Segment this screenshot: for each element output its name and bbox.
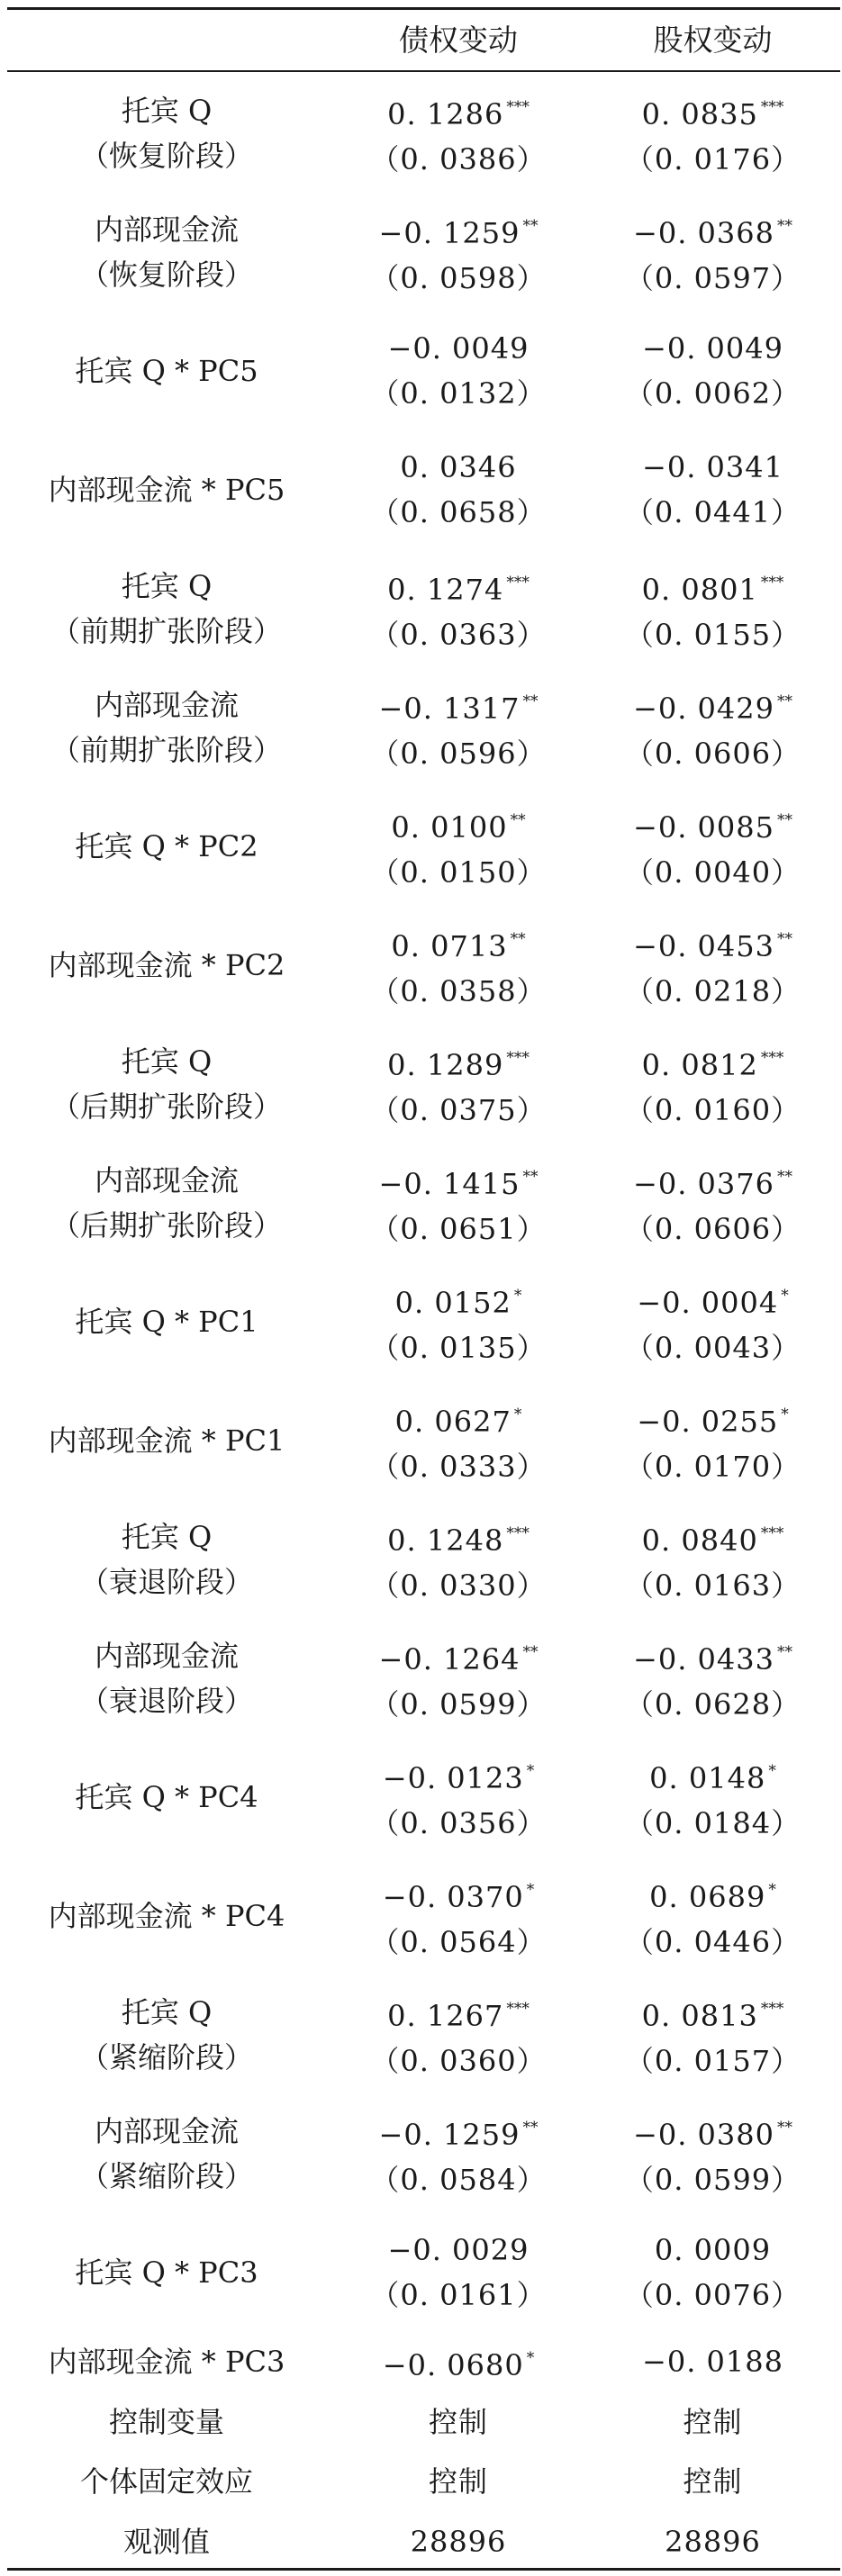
coefficient-value: 控制	[683, 2464, 743, 2499]
table-row	[0, 74, 842, 193]
equity-change-coefficient	[642, 326, 783, 371]
significance-stars: ***	[506, 574, 530, 592]
row-label	[0, 1262, 333, 1381]
row-label	[0, 668, 333, 787]
equity-change-cell	[584, 1143, 842, 1262]
table-row	[0, 2213, 842, 2332]
debt-change-cell	[333, 2392, 584, 2453]
row-label-line: 内部现金流	[94, 212, 239, 247]
coefficient-value: −0. 0341	[642, 450, 783, 484]
table-row	[0, 2392, 842, 2453]
equity-change-standard-error: （0. 0040）	[624, 855, 801, 890]
coefficient-value: 0. 0148	[649, 1761, 766, 1795]
row-label-line: 托宾 Q * PC4	[75, 1780, 258, 1814]
debt-change-standard-error: （0. 0356）	[370, 1806, 547, 1840]
row-label	[0, 1381, 333, 1500]
table-row	[0, 1975, 842, 2094]
debt-change-coefficient	[379, 203, 539, 256]
debt-change-standard-error: （0. 0564）	[370, 1925, 547, 1959]
debt-change-coefficient	[411, 2519, 507, 2564]
debt-change-coefficient	[387, 560, 530, 612]
debt-change-cell	[333, 2452, 584, 2512]
row-label	[0, 549, 333, 668]
significance-stars: ***	[760, 98, 784, 116]
row-label-line: 内部现金流	[94, 2114, 239, 2148]
debt-change-cell	[333, 787, 584, 906]
significance-stars: **	[776, 217, 792, 235]
debt-change-cell	[333, 1975, 584, 2094]
row-label-line: 内部现金流 * PC2	[48, 948, 285, 982]
row-label	[0, 1143, 333, 1262]
coefficient-value: 控制	[428, 2404, 488, 2439]
coefficient-value: −0. 0123	[382, 1761, 524, 1795]
debt-change-standard-error: （0. 0599）	[370, 1687, 547, 1722]
row-label-line: （后期扩张阶段）	[50, 1208, 282, 1243]
debt-change-cell	[333, 2213, 584, 2332]
debt-change-coefficient	[379, 679, 539, 731]
row-label-line: 内部现金流	[94, 688, 239, 722]
row-label-line: 托宾 Q * PC5	[75, 354, 258, 388]
row-label	[0, 2452, 333, 2512]
significance-stars: ***	[506, 98, 530, 116]
coefficient-value: 控制	[428, 2464, 488, 2499]
debt-change-cell	[333, 74, 584, 193]
debt-change-standard-error: （0. 0150）	[370, 855, 547, 890]
significance-stars: *	[513, 1406, 522, 1424]
row-label-line: （紧缩阶段）	[79, 2040, 253, 2074]
debt-change-cell	[333, 1857, 584, 1975]
row-label-line: 托宾 Q	[121, 569, 213, 603]
debt-change-coefficient	[429, 2400, 488, 2445]
significance-stars: **	[776, 930, 792, 948]
coefficient-value: −0. 1264	[378, 1642, 521, 1677]
row-label-line: 内部现金流 * PC5	[48, 473, 285, 507]
coefficient-value: 0. 0100	[391, 810, 508, 845]
coefficient-value: 0. 0840	[641, 1523, 758, 1558]
debt-change-coefficient	[387, 1986, 530, 2038]
debt-change-standard-error: （0. 0386）	[370, 142, 547, 176]
significance-stars: ***	[760, 2000, 784, 2018]
significance-stars: *	[781, 1406, 789, 1424]
coefficient-value: −0. 0380	[633, 2118, 774, 2152]
equity-change-standard-error: （0. 0441）	[624, 495, 801, 529]
equity-change-coefficient	[642, 1035, 784, 1088]
table-row	[0, 2452, 842, 2512]
equity-change-coefficient	[642, 560, 784, 612]
debt-change-standard-error: （0. 0651）	[370, 1212, 547, 1246]
coefficient-value: −0. 0049	[642, 331, 783, 366]
equity-change-coefficient	[633, 1630, 792, 1682]
equity-change-standard-error: （0. 0184）	[624, 1806, 801, 1840]
equity-change-standard-error: （0. 0062）	[624, 376, 801, 411]
debt-change-cell	[333, 2512, 584, 2572]
equity-change-standard-error: （0. 0157）	[624, 2044, 801, 2078]
table-row	[0, 668, 842, 787]
equity-change-coefficient	[642, 1511, 784, 1563]
significance-stars: **	[776, 692, 792, 710]
equity-change-standard-error: （0. 0170）	[624, 1450, 801, 1484]
coefficient-value: 0. 1267	[387, 1999, 504, 2033]
coefficient-value: −0. 0453	[633, 929, 774, 963]
equity-change-standard-error: （0. 0176）	[624, 142, 801, 176]
debt-change-coefficient	[379, 1630, 539, 1682]
significance-stars: *	[768, 1881, 776, 1899]
table-bottom-rule	[7, 2568, 840, 2571]
debt-change-standard-error: （0. 0596）	[370, 737, 547, 771]
debt-change-cell	[333, 430, 584, 549]
significance-stars: **	[522, 217, 539, 235]
debt-change-coefficient	[383, 1749, 534, 1801]
row-label-line: （后期扩张阶段）	[50, 1089, 282, 1124]
equity-change-standard-error: （0. 0606）	[624, 737, 801, 771]
row-label-line: 托宾 Q	[121, 1520, 213, 1554]
significance-stars: *	[513, 1287, 522, 1305]
debt-change-coefficient	[400, 445, 516, 490]
significance-stars: **	[776, 811, 792, 829]
table-row	[0, 2094, 842, 2213]
significance-stars: **	[510, 930, 526, 948]
debt-change-standard-error: （0. 0584）	[370, 2163, 547, 2197]
row-label	[0, 1975, 333, 2094]
debt-change-cell	[333, 1262, 584, 1381]
coefficient-value: −0. 0049	[387, 331, 530, 366]
debt-change-coefficient	[379, 1154, 539, 1207]
coefficient-value: −0. 0085	[633, 810, 774, 845]
debt-change-cell	[333, 1381, 584, 1500]
debt-change-cell	[333, 906, 584, 1025]
debt-change-cell	[333, 549, 584, 668]
debt-change-coefficient	[429, 2459, 488, 2504]
equity-change-coefficient	[633, 679, 792, 731]
row-label	[0, 2094, 333, 2213]
row-label	[0, 312, 333, 430]
equity-change-coefficient	[633, 2105, 792, 2157]
debt-change-cell	[333, 2332, 584, 2392]
row-label-line: （前期扩张阶段）	[50, 733, 282, 767]
equity-change-cell	[584, 1381, 842, 1500]
equity-change-cell	[584, 2094, 842, 2213]
significance-stars: *	[781, 1287, 789, 1305]
equity-change-coefficient	[655, 2228, 771, 2273]
coefficient-value: 0. 0346	[400, 450, 517, 484]
equity-change-cell	[584, 1500, 842, 1619]
row-label-line: 托宾 Q	[121, 1044, 213, 1079]
row-label	[0, 74, 333, 193]
row-label-line: （衰退阶段）	[79, 1565, 253, 1599]
table-row	[0, 2332, 842, 2392]
equity-change-cell	[584, 74, 842, 193]
row-label-line: 托宾 Q * PC2	[75, 829, 258, 863]
significance-stars: *	[526, 2349, 535, 2368]
table-row	[0, 1381, 842, 1500]
coefficient-value: 0. 0689	[649, 1880, 766, 1914]
equity-change-coefficient	[637, 1392, 788, 1444]
equity-change-cell	[584, 2392, 842, 2453]
row-label-line: （前期扩张阶段）	[50, 614, 282, 648]
coefficient-value: 28896	[410, 2524, 507, 2559]
equity-change-coefficient	[642, 2339, 783, 2384]
coefficient-value: −0. 1259	[378, 2118, 521, 2152]
row-label	[0, 787, 333, 906]
debt-change-cell	[333, 1619, 584, 1738]
coefficient-value: 28896	[665, 2524, 761, 2559]
equity-change-cell	[584, 906, 842, 1025]
debt-change-cell	[333, 2094, 584, 2213]
coefficient-value: −0. 0376	[633, 1167, 774, 1201]
row-label-line: （紧缩阶段）	[79, 2159, 253, 2193]
significance-stars: *	[768, 1762, 776, 1780]
equity-change-cell	[584, 1262, 842, 1381]
row-label	[0, 193, 333, 312]
debt-change-coefficient	[387, 1511, 530, 1563]
coefficient-value: −0. 1317	[378, 691, 521, 726]
equity-change-coefficient	[633, 1154, 792, 1207]
coefficient-value: −0. 1415	[378, 1167, 521, 1201]
significance-stars: ***	[506, 1524, 530, 1542]
coefficient-value: −0. 0004	[637, 1286, 779, 1320]
coefficient-value: 0. 1289	[387, 1048, 504, 1082]
debt-change-coefficient	[395, 1392, 522, 1444]
significance-stars: ***	[506, 2000, 530, 2018]
coefficient-value: 0. 1274	[387, 573, 504, 607]
coefficient-value: −0. 0188	[642, 2345, 783, 2380]
table-row	[0, 1262, 842, 1381]
row-label-line: 内部现金流 * PC1	[48, 1424, 285, 1458]
equity-change-coefficient	[642, 1986, 784, 2038]
debt-change-standard-error: （0. 0375）	[370, 1093, 547, 1127]
coefficient-value: 0. 0627	[394, 1405, 512, 1439]
row-label-line: 托宾 Q	[121, 1995, 213, 2029]
table-row	[0, 787, 842, 906]
equity-change-standard-error: （0. 0163）	[624, 1568, 801, 1603]
equity-change-standard-error: （0. 0155）	[624, 618, 801, 652]
table-row	[0, 1025, 842, 1143]
equity-change-coefficient	[633, 917, 792, 969]
equity-change-coefficient	[633, 203, 792, 256]
row-label	[0, 1025, 333, 1143]
equity-change-cell	[584, 2512, 842, 2572]
coefficient-value: 0. 0009	[654, 2233, 772, 2267]
row-label	[0, 1619, 333, 1738]
equity-change-standard-error: （0. 0597）	[624, 261, 801, 295]
table-row	[0, 1500, 842, 1619]
equity-change-cell	[584, 2213, 842, 2332]
equity-change-coefficient	[683, 2459, 742, 2504]
debt-change-coefficient	[387, 1035, 530, 1088]
table-row	[0, 1857, 842, 1975]
row-label	[0, 1738, 333, 1857]
coefficient-value: 0. 0801	[641, 573, 758, 607]
coefficient-value: −0. 0680	[382, 2348, 524, 2383]
equity-change-cell	[584, 1738, 842, 1857]
table-header-rule	[7, 70, 840, 72]
equity-change-cell	[584, 1857, 842, 1975]
coefficient-value: 0. 1248	[387, 1523, 504, 1558]
table-row	[0, 549, 842, 668]
significance-stars: ***	[760, 1049, 784, 1067]
coefficient-value: 控制	[683, 2404, 743, 2439]
debt-change-cell	[333, 193, 584, 312]
coefficient-value: −0. 0370	[382, 1880, 524, 1914]
row-label	[0, 2332, 333, 2392]
table-row	[0, 906, 842, 1025]
table-row	[0, 312, 842, 430]
debt-change-cell	[333, 312, 584, 430]
row-label-line: 控制变量	[108, 2404, 224, 2439]
significance-stars: **	[510, 811, 526, 829]
debt-change-standard-error: （0. 0161）	[370, 2278, 547, 2312]
significance-stars: **	[776, 2119, 792, 2137]
equity-change-coefficient	[633, 798, 792, 850]
row-label	[0, 430, 333, 549]
equity-change-cell	[584, 2452, 842, 2512]
debt-change-coefficient	[395, 1273, 522, 1325]
equity-change-cell	[584, 787, 842, 906]
debt-change-standard-error: （0. 0330）	[370, 1568, 547, 1603]
table-row	[0, 1143, 842, 1262]
header-debt-change: 债权变动	[399, 23, 518, 58]
equity-change-cell	[584, 193, 842, 312]
table-top-rule	[7, 7, 840, 10]
debt-change-coefficient	[391, 917, 525, 969]
row-label	[0, 1500, 333, 1619]
equity-change-cell	[584, 430, 842, 549]
debt-change-standard-error: （0. 0135）	[370, 1331, 547, 1365]
row-label-line: 个体固定效应	[79, 2464, 253, 2499]
table-row	[0, 2512, 842, 2572]
equity-change-standard-error: （0. 0628）	[624, 1687, 801, 1722]
table-row	[0, 1738, 842, 1857]
equity-change-standard-error: （0. 0218）	[624, 974, 801, 1008]
significance-stars: **	[522, 2119, 539, 2137]
row-label-line: 托宾 Q	[121, 94, 213, 128]
coefficient-value: −0. 0029	[387, 2233, 530, 2267]
equity-change-cell	[584, 549, 842, 668]
debt-change-cell	[333, 668, 584, 787]
table-row	[0, 1619, 842, 1738]
coefficient-value: 0. 0713	[391, 929, 508, 963]
significance-stars: *	[526, 1762, 535, 1780]
debt-change-cell	[333, 1738, 584, 1857]
coefficient-value: −0. 0433	[633, 1642, 774, 1677]
coefficient-value: −0. 1259	[378, 216, 521, 250]
debt-change-coefficient	[383, 1867, 534, 1920]
equity-change-standard-error: （0. 0606）	[624, 1212, 801, 1246]
equity-change-cell	[584, 312, 842, 430]
debt-change-cell	[333, 1143, 584, 1262]
row-label-line: （恢复阶段）	[79, 258, 253, 292]
table-row	[0, 430, 842, 549]
debt-change-cell	[333, 1025, 584, 1143]
row-label-line: 观测值	[122, 2524, 210, 2559]
equity-change-coefficient	[642, 85, 784, 137]
row-label-line: 托宾 Q * PC3	[75, 2255, 258, 2290]
equity-change-standard-error: （0. 0599）	[624, 2163, 801, 2197]
coefficient-value: −0. 0368	[633, 216, 774, 250]
coefficient-value: 0. 1286	[387, 97, 504, 131]
coefficient-value: 0. 0835	[641, 97, 758, 131]
equity-change-coefficient	[649, 1749, 776, 1801]
equity-change-standard-error: （0. 0076）	[624, 2278, 801, 2312]
row-label	[0, 906, 333, 1025]
row-label-line: 内部现金流 * PC4	[48, 1899, 285, 1933]
debt-change-coefficient	[387, 85, 530, 137]
debt-change-standard-error: （0. 0658）	[370, 495, 547, 529]
equity-change-coefficient	[637, 1273, 788, 1325]
significance-stars: **	[522, 1168, 539, 1186]
equity-change-cell	[584, 2332, 842, 2392]
header-variable-column	[0, 11, 333, 70]
table-row	[0, 193, 842, 312]
significance-stars: **	[776, 1643, 792, 1661]
row-label-line: 托宾 Q * PC1	[75, 1305, 258, 1339]
equity-change-standard-error: （0. 0446）	[624, 1925, 801, 1959]
equity-change-cell	[584, 668, 842, 787]
row-label-line: 内部现金流	[94, 1163, 239, 1198]
significance-stars: **	[776, 1168, 792, 1186]
coefficient-value: −0. 0255	[637, 1405, 779, 1439]
debt-change-standard-error: （0. 0360）	[370, 2044, 547, 2078]
row-label	[0, 2392, 333, 2453]
equity-change-cell	[584, 1619, 842, 1738]
significance-stars: ***	[760, 1524, 784, 1542]
equity-change-cell	[584, 1025, 842, 1143]
table-body	[0, 74, 842, 2571]
equity-change-standard-error: （0. 0160）	[624, 1093, 801, 1127]
debt-change-standard-error: （0. 0598）	[370, 261, 547, 295]
coefficient-value: 0. 0812	[641, 1048, 758, 1082]
row-label	[0, 2512, 333, 2572]
row-label-line: （恢复阶段）	[79, 139, 253, 173]
significance-stars: **	[522, 1643, 539, 1661]
significance-stars: **	[522, 692, 539, 710]
debt-change-coefficient	[388, 326, 530, 371]
header-equity-change: 股权变动	[653, 23, 773, 58]
debt-change-coefficient	[388, 2228, 530, 2273]
debt-change-coefficient	[379, 2105, 539, 2157]
equity-change-coefficient	[683, 2400, 742, 2445]
debt-change-coefficient	[391, 798, 525, 850]
significance-stars: *	[526, 1881, 535, 1899]
debt-change-standard-error: （0. 0333）	[370, 1450, 547, 1484]
debt-change-standard-error: （0. 0132）	[370, 376, 547, 411]
equity-change-coefficient	[649, 1867, 776, 1920]
significance-stars: ***	[506, 1049, 530, 1067]
table-header-row	[0, 11, 842, 70]
significance-stars: ***	[760, 574, 784, 592]
row-label-line: 内部现金流 * PC3	[48, 2345, 285, 2380]
debt-change-standard-error: （0. 0358）	[370, 974, 547, 1008]
row-label	[0, 1857, 333, 1975]
coefficient-value: 0. 0813	[641, 1999, 758, 2033]
row-label-line: （衰退阶段）	[79, 1684, 253, 1718]
debt-change-cell	[333, 1500, 584, 1619]
row-label-line: 内部现金流	[94, 1639, 239, 1673]
coefficient-value: −0. 0429	[633, 691, 774, 726]
equity-change-cell	[584, 1975, 842, 2094]
row-label	[0, 2213, 333, 2332]
debt-change-coefficient	[383, 2336, 534, 2388]
coefficient-value: 0. 0152	[394, 1286, 512, 1320]
equity-change-coefficient	[642, 445, 783, 490]
debt-change-standard-error: （0. 0363）	[370, 618, 547, 652]
equity-change-coefficient	[665, 2519, 761, 2564]
equity-change-standard-error: （0. 0043）	[624, 1331, 801, 1365]
